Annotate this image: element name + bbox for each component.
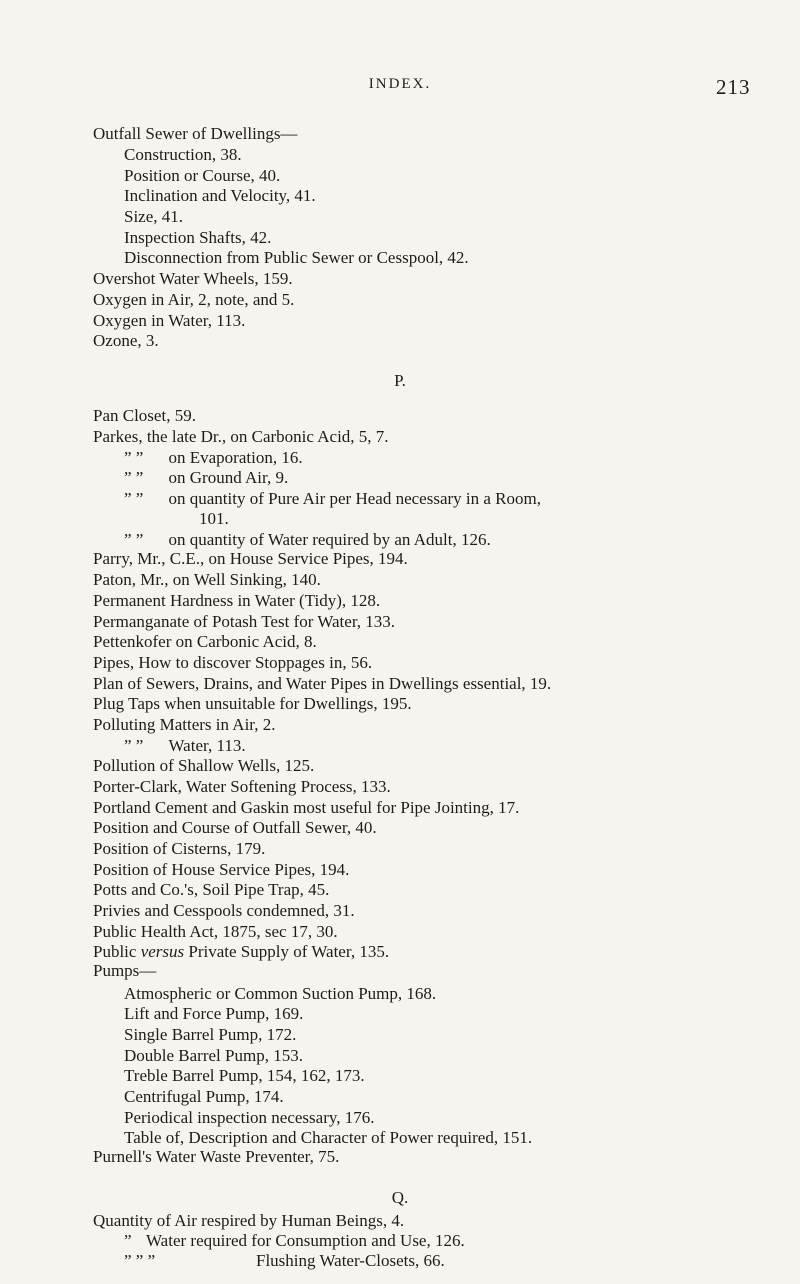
running-head: INDEX. [368, 76, 432, 92]
index-entry-ditto [124, 530, 491, 549]
ditto-mark: ” ” ” [124, 1251, 156, 1270]
ditto-mark: ” ” [124, 736, 144, 755]
index-subentry: Lift and Force Pump, 169. [124, 1004, 304, 1023]
entry-italic: versus [140, 942, 185, 961]
index-subentry: Table of, Description and Character of Power required, 151. [124, 1128, 533, 1147]
index-entry: Outfall Sewer of Dwellings— [93, 124, 298, 143]
index-subentry: Position or Course, 40. [124, 166, 281, 185]
index-entry: Quantity of Air respired by Human Beings, 4. [93, 1211, 405, 1230]
index-entry: Position of House Service Pipes, 194. [93, 860, 350, 879]
index-entry: Porter-Clark, Water Softening Process, 133. [93, 777, 391, 796]
index-subentry: Treble Barrel Pump, 154, 162, 173. [124, 1066, 365, 1085]
ditto-mark: ” ” [124, 530, 144, 549]
index-entry: Plan of Sewers, Drains, and Water Pipes in Dwellings essential, 19. [93, 674, 552, 693]
entry-text: on Ground Air, 9. [168, 468, 289, 487]
index-entry: Position of Cisterns, 179. [93, 839, 266, 858]
index-subentry: Size, 41. [124, 207, 184, 226]
index-entry: Pollution of Shallow Wells, 125. [93, 756, 315, 775]
entry-text: on quantity of Pure Air per Head necessary in a Room, [168, 489, 541, 508]
index-entry-ditto [124, 448, 303, 467]
index-subentry: Inspection Shafts, 42. [124, 228, 272, 247]
page-number: 213 [716, 75, 751, 99]
index-entry: Pumps— [93, 961, 157, 980]
index-entry-ditto [124, 1251, 445, 1270]
index-entry: Pan Closet, 59. [93, 406, 196, 425]
entry-text: Water required for Consumption and Use, 126. [146, 1231, 465, 1250]
index-entry: Ozone, 3. [93, 331, 159, 350]
index-entry-ditto [124, 489, 541, 508]
index-subentry: Single Barrel Pump, 172. [124, 1025, 297, 1044]
index-entry: Pipes, How to discover Stoppages in, 56. [93, 653, 373, 672]
index-entry: Position and Course of Outfall Sewer, 40. [93, 818, 377, 837]
ditto-mark: ” ” [124, 448, 144, 467]
index-subentry: Double Barrel Pump, 153. [124, 1046, 303, 1065]
index-subentry: Atmospheric or Common Suction Pump, 168. [124, 984, 437, 1003]
index-subentry: Centrifugal Pump, 174. [124, 1087, 284, 1106]
index-entry-continued: 101. [199, 509, 229, 528]
index-entry: Public Health Act, 1875, sec 17, 30. [93, 922, 338, 941]
index-entry: Purnell's Water Waste Preventer, 75. [93, 1147, 340, 1166]
index-entry: Plug Taps when unsuitable for Dwellings, 195. [93, 694, 412, 713]
index-entry-ditto [124, 468, 288, 487]
section-letter-q: Q. [391, 1188, 409, 1207]
index-entry: Parry, Mr., C.E., on House Service Pipes, 194. [93, 549, 408, 568]
ditto-mark: ” ” [124, 489, 144, 508]
index-entry: Overshot Water Wheels, 159. [93, 269, 293, 288]
index-subentry: Construction, 38. [124, 145, 242, 164]
index-subentry: Inclination and Velocity, 41. [124, 186, 316, 205]
index-entry: Paton, Mr., on Well Sinking, 140. [93, 570, 321, 589]
ditto-mark: ” ” [124, 468, 144, 487]
index-entry-ditto [124, 1231, 465, 1250]
entry-text: on Evaporation, 16. [168, 448, 303, 467]
entry-text: Flushing Water-Closets, 66. [256, 1251, 445, 1270]
index-entry: Portland Cement and Gaskin most useful for Pipe Jointing, 17. [93, 798, 520, 817]
index-entry: Pettenkofer on Carbonic Acid, 8. [93, 632, 317, 651]
index-entry: Oxygen in Air, 2, note, and 5. [93, 290, 295, 309]
index-entry: Potts and Co.'s, Soil Pipe Trap, 45. [93, 880, 330, 899]
index-subentry: Periodical inspection necessary, 176. [124, 1108, 375, 1127]
entry-text: Private Supply of Water, 135. [188, 942, 390, 961]
section-letter-p: P. [394, 371, 406, 390]
index-subentry: Disconnection from Public Sewer or Cesspool, 42. [124, 248, 469, 267]
index-entry: Privies and Cesspools condemned, 31. [93, 901, 355, 920]
entry-text: on quantity of Water required by an Adult, 126. [168, 530, 491, 549]
entry-text: Water, 113. [168, 736, 246, 755]
ditto-mark: ” [124, 1231, 132, 1250]
index-entry: Permanent Hardness in Water (Tidy), 128. [93, 591, 381, 610]
index-entry: Parkes, the late Dr., on Carbonic Acid, 5, 7. [93, 427, 389, 446]
index-entry: Permanganate of Potash Test for Water, 133. [93, 612, 396, 631]
entry-prefix: Public [93, 942, 137, 961]
index-entry-ditto [124, 736, 246, 755]
index-entry: Polluting Matters in Air, 2. [93, 715, 276, 734]
index-entry: Oxygen in Water, 113. [93, 311, 246, 330]
index-entry-versus [93, 942, 389, 961]
